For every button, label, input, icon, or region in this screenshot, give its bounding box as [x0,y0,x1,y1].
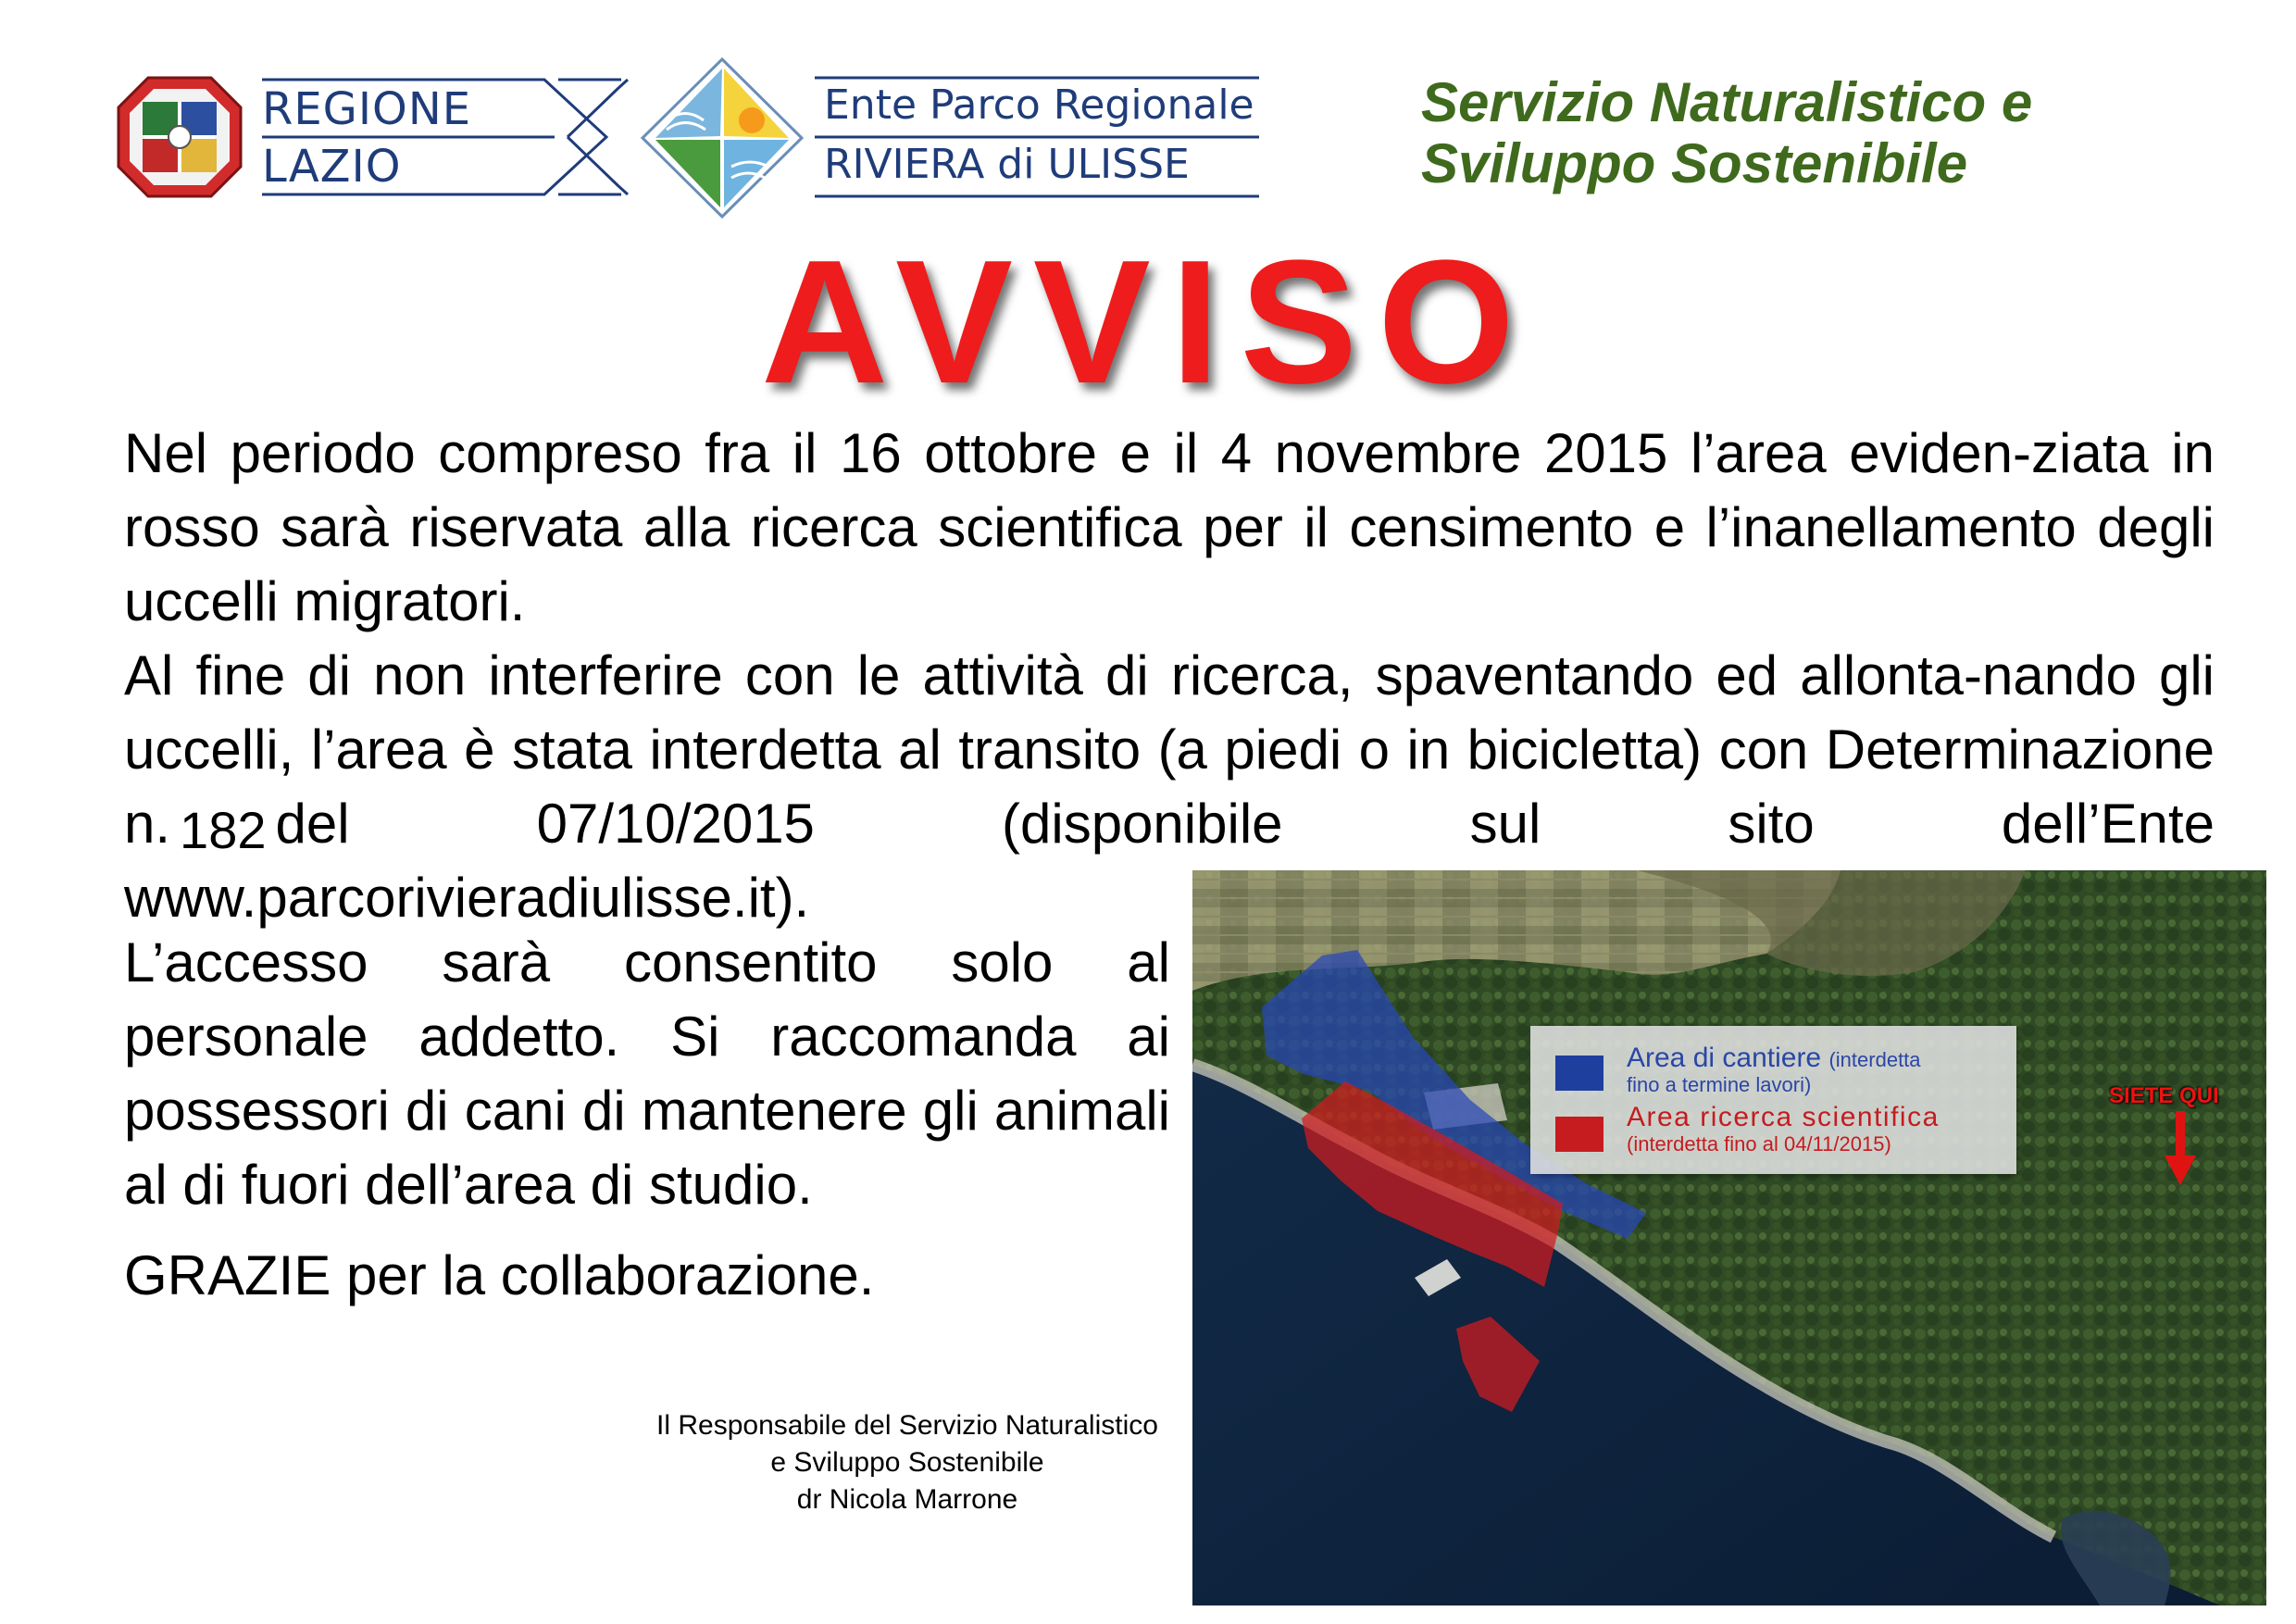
notice-title: AVVISO [761,224,1535,420]
park-name-line1: Ente Parco Regionale [824,81,1254,129]
you-are-here-label: SIETE QUI [2109,1083,2219,1108]
determination-number: 182 [180,801,267,859]
aerial-photo [1192,870,2266,1605]
signature-name: dr Nicola Marrone [796,1484,1018,1515]
paragraph-restriction-text: Al fine di non interferire con le attività di ricerca, spaventando ed allonta-nando gli uccelli, l’area è stata interdetta al transito (a piedi o in bicicletta) con Determinazione n. [124,644,2215,855]
aerial-map [1192,870,2266,1605]
arrow-down-icon [2165,1111,2196,1185]
park-emblem [639,56,805,220]
legend-swatch-construction [1555,1056,1603,1091]
legend-research-note: (interdetta fino al 04/11/2015) [1627,1132,1891,1156]
region-name-line1: REGIONE [262,83,472,135]
legend-construction-label: Area di cantiere [1627,1043,1822,1073]
paragraph-period: Nel periodo compreso fra il 16 ottobre e il 4 novembre 2015 l’area eviden-ziata in rosso sarà riservata alla ricerca scientifica per il censimento e l’inanellamento degli uccelli migratori. [124,422,2215,632]
signature-block [611,1407,1204,1518]
regione-lazio-wordmark [262,76,632,198]
park-wordmark [815,76,1259,198]
map-legend [1530,1026,2016,1174]
paragraph-access: L’accesso sarà consentito solo al personale addetto. Si raccomanda ai possessori di cani di mantenere gli animali al di fuori dell’area di studio. [124,931,1170,1216]
paragraph-restriction-date: del 07/10/2015 (disponibile sul sito dell’Ente [275,793,2215,855]
legend-construction-note1: (interdetta [1828,1048,1921,1071]
park-name-line2: RIVIERA di ULISSE [824,141,1190,188]
service-title-line1: Servizio Naturalistico e [1421,71,2033,133]
legend-research-label: Area ricerca scientifica [1627,1102,1940,1132]
service-title-line2: Sviluppo Sostenibile [1421,132,1968,194]
website-link: www.parcorivieradiulisse.it). [124,867,810,929]
thanks-line: GRAZIE per la collaborazione. [124,1244,875,1306]
legend-swatch-research [1555,1117,1603,1152]
service-title [1421,72,2254,194]
legend-construction-note2: fino a termine lavori) [1627,1073,1812,1096]
region-name-line2: LAZIO [262,141,402,193]
signature-line1: Il Responsabile del Servizio Naturalistico [656,1410,1158,1441]
regione-lazio-emblem [117,76,243,198]
paragraph-restriction [124,639,2215,862]
signature-line2: e Sviluppo Sostenibile [770,1447,1044,1478]
